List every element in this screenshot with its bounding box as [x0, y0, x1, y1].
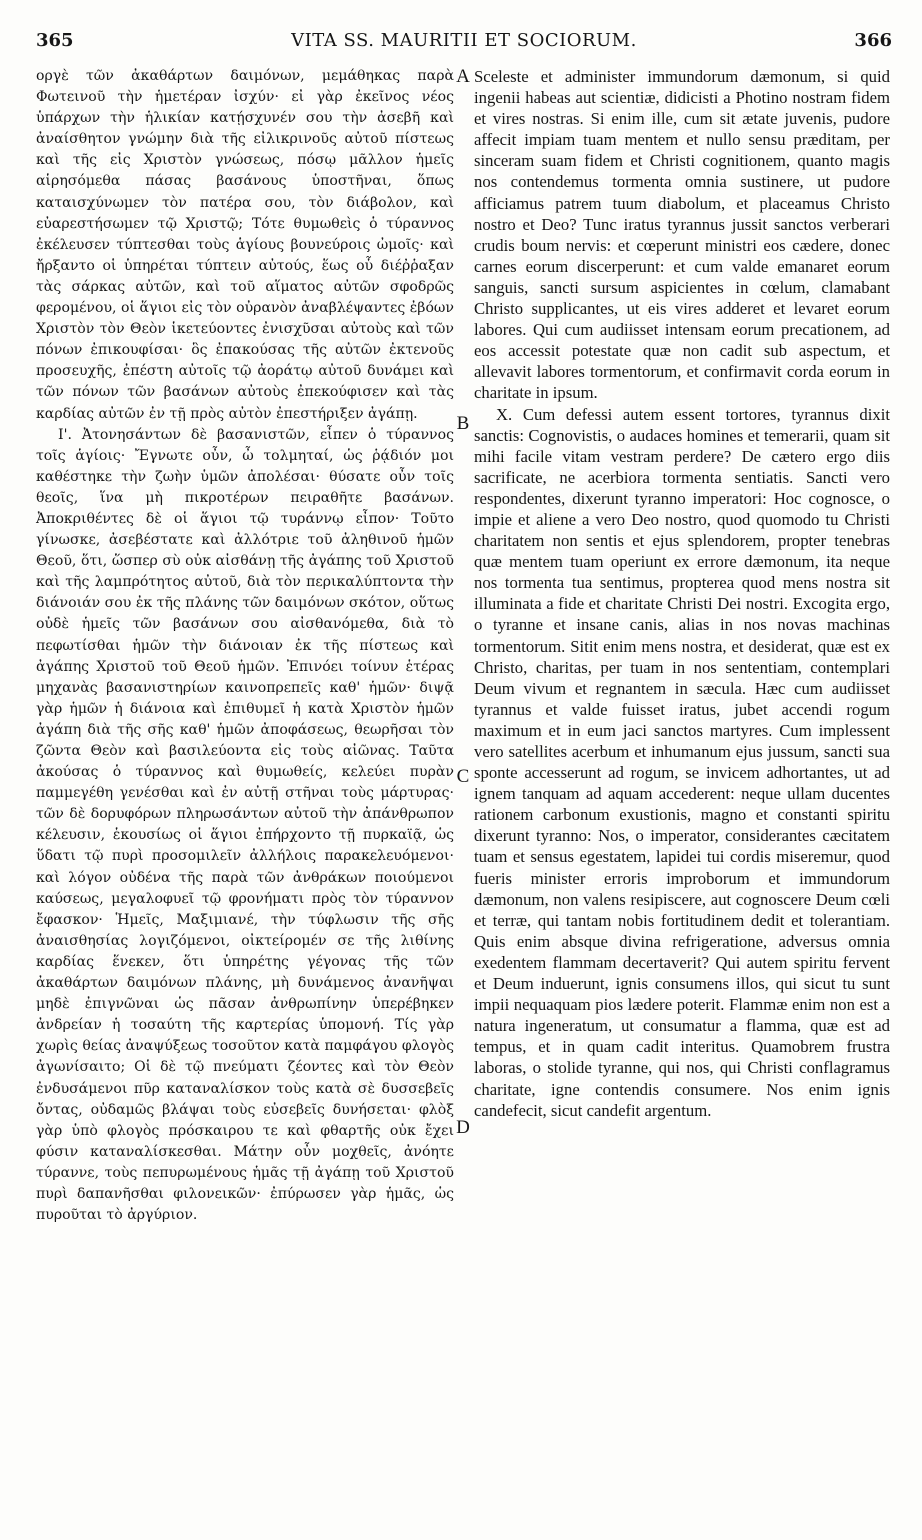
- section-marker-d: D: [456, 1117, 470, 1138]
- latin-paragraph-2: X. Cum defessi autem essent tortores, tyrannus dixit sanctis: Cognovistis, o audaces homines et temerarii, quam sit mihi facile vitam vestram perdere? De cætero ergo diis sacrificate, ne acerbiora tormenta sentiatis. Sancti vero respondentes, dixerunt tyranno imperatori: Hoc cognosce, o impie et aliene a vero Deo nostro, quod quomodo tu Christi charitatem non sentis et ejus splendorem, propter tenebras quæ mentem tuam operiunt ex errore dæmonum, ita neque nos tormenta tua sentimus, propterea quod mens nostra sit illuminata a fide et charitate Christi Dei nostri. Excogita ergo, o tyranne et insane canis, alias in nos novas machinas tormentorum. Sitit enim mens nostra, et desiderat, quæ est ex Christo, charitas, per tuam in nos sententiam, contemplari Deum vivum et regnantem in sæcula. Hæc cum audiisset tyrannus et valde fuisset iratus, jubet accendi rogum maximum et in eum jaci sanctos martyres. Cum implessent vero satellites acerbum et inhumanum ejus jussum, sancti sua sponte accesserunt ad rogum, se invicem adhortantes, ut ad ignem tanquam ad aquam accederent: neque ullam ducentes rationem carbonum exustionis, magno et constanti spiritu dixerunt tyranno: Nos, o imperator, considerantes cæcitatem tuam et sensus egestatem, lapidei tui cordis miseremur, quod fueris minister erroris improborum et immundorum dæmonum, non valens resipiscere, aut cognoscere Deum cœli et terræ, qui tantam nobis fortitudinem dedit et tolerantiam. Quis enim absque divina refrigeratione, adversus omnia exedentem flammam decertaverit? Qui autem spiritu fervent et Deum induerunt, ignis consumens illos, qui sicut tu sunt impii nequaquam pios lædere poterit. Flammæ enim non est a natura ingeneratum, ut consumatur a flamma, quæ est ad tempus, et in quam cadit interitus. Quamobrem frustra laboras, o stolide tyranne, qui nos, qui Christi conflagramus charitate, igne contendis consumere. Nos enim ignis candefecit, sicut candefit argentum.: [474, 404, 890, 1120]
- section-marker-b: B: [456, 413, 470, 434]
- page-number-right: 366: [854, 30, 892, 51]
- greek-paragraph-2: Ι'. Ἀτονησάντων δὲ βασανιστῶν, εἶπεν ὁ τύραννος τοῖς ἁγίοις· Ἔγνωτε οὖν, ὦ τολμηταί, ὡς ῥᾴδιόν μοι καθέστηκε τὴν ζωὴν ὑμῶν ἀπολέσαι· θύσατε οὖν τοῖς θεοῖς, ἵνα μὴ πικροτέρων πειραθῆτε βασάνων. Ἀποκριθέντες δὲ οἱ ἅγιοι τῷ τυράννῳ εἶπον· Τοῦτο γίνωσκε, ἀσεβέστατε καὶ ἀλλότριε τοῦ ἀληθινοῦ ἡμῶν Θεοῦ, ὅτι, ὥσπερ σὺ οὐκ αἰσθάνῃ τῆς ἀγάπης τοῦ Χριστοῦ καὶ τῆς λαμπρότητος αὐτοῦ, διὰ τὸν περικαλύπτοντα τὴν διάνοιάν σου ἐκ τῆς πλάνης τῶν δαιμόνων σκότον, οὕτως οὐδὲ ἡμεῖς τῶν βασάνων σου αἰσθανόμεθα, διὰ τὸ πεφωτίσθαι ἡμῶν τὴν διάνοιαν ἐκ τῆς πίστεως καὶ ἀγάπης Χριστοῦ τοῦ Θεοῦ ἡμῶν. Ἐπινόει τοίνυν ἑτέρας μηχανὰς βασανιστηρίων καινοπρεπεῖς καθ' ἡμῶν· διψᾷ γὰρ ἡμῶν ἡ διάνοια καὶ ἐπιθυμεῖ ἡ κατὰ Χριστὸν ἡμῶν ἀγάπη διὰ τῆς σῆς καθ' ἡμῶν ἀποφάσεως, θεωρῆσαι τὸν ζῶντα Θεὸν καὶ βασιλεύοντα εἰς τοὺς αἰῶνας. Ταῦτα ἀκούσας ὁ τύραννος καὶ θυμωθείς, κελεύει πυρὰν παμμεγέθη γενέσθαι καὶ ἐν αὐτῇ στῆναι τοὺς μάρτυρας· τῶν δὲ δορυφόρων πληρωσάντων αὐτοῦ τὴν ἀπάνθρωπον κέλευσιν, ἑκουσίως οἱ ἅγιοι ἐπήρχοντο τῇ πυρκαϊᾷ, ὡς ὕδατι τῷ πυρὶ προσομιλεῖν ἀλλήλοις παρακελευόμενοι· καὶ λόγον οὐδένα τῆς παρὰ τῶν ἀνθράκων ποιούμενοι καύσεως, μεγαλοφυεῖ τῷ φρονήματι πρὸς τὸν τύραννον ἔφασκον· Ἡμεῖς, Μαξιμιανέ, τὴν τύφλωσιν τῆς σῆς ἀναισθησίας λογιζόμενοι, οἰκτείρομέν σε τῆς λιθίνης καρδίας ἕνεκεν, ὅτι ὑπηρέτης γέγονας τῆς τῶν ἀκαθάρτων δαιμόνων πλάνης, μὴ δυνάμενος ἀνανῆψαι μηδὲ ἐπιγνῶναι ὡς πᾶσαν ἀνθρωπίνην ὑπερέβηκεν ἀνδρείαν ἡ τοσαύτη τῆς καρτερίας ὑπομονή. Τίς γὰρ χωρὶς θείας ἀναψύξεως τοσοῦτον κατὰ παμφάγου φλογὸς ἀγωνίσαιτο; Οἱ δὲ τῷ πνεύματι ζέοντες καὶ τὸν Θεὸν ἐνδυσάμενοι πῦρ καταναλίσκον τοὺς κατὰ σὲ δυσσεβεῖς ὄντας, οὐδαμῶς βλάψαι τοὺς εὐσεβεῖς δυνήσεται· φλὸξ γὰρ ὑπὸ φλογὸς πρόσκαιρου τε καὶ φθαρτῆς οὐκ ἔχει φύσιν καταναλίσκεσθαι. Μάτην οὖν μοχθεῖς, ἀνόητε τύραννε, τοὺς πεπυρωμένους ἡμᾶς τῇ ἀγάπῃ τοῦ Χριστοῦ πυρὶ δαπανῆσθαι φιλονεικῶν· ἐπύρωσεν γὰρ ἡμᾶς, ὡς πυροῦται τὸ ἀργύριον.: [36, 426, 454, 1224]
- running-title: VITA SS. MAURITII ET SOCIORUM.: [291, 30, 637, 51]
- latin-column: [474, 66, 890, 1121]
- latin-paragraph-1: Scelеste et administer immundorum dæmonum, si quid ingenii habeas aut scientiæ, didicisti a Photino nostram fidem et vires nostras. Si enim ille, cum sit ætate juvenis, pudore affecit impiam tuam mentem et nullo sensu præditam, per sinceram suam fidem et Christi cognitionem, quanto magis nos contendemus tormenta omnia sustinere, ut pudore afficiamus patrem tuum diabolum, et placeamus Christo nostro et Deo? Tunc iratus tyrannus jussit sanctos verberari crudis boum nervis: et cœperunt ministri eos cædere, donec carnes eorum discerperunt: et cum valde emanaret eorum sanguis, sancti sursum aspicientes in cœlum, clamabant Christo supplicantes, ut eis vires adderet et levaret eorum labores. Qui cum audiisset intensam eorum precationem, ad eos accessit potestate quæ non cadit sub aspectum, et allevavit labores tormentorum, et confirmavit corda eorum in charitate in ipsum.: [474, 67, 890, 403]
- section-marker-a: A: [456, 66, 470, 87]
- page-header: [36, 30, 892, 58]
- section-marker-c: C: [456, 766, 470, 787]
- greek-paragraph-1: οργὲ τῶν ἀκαθάρτων δαιμόνων, μεμάθηκας παρὰ Φωτεινοῦ τὴν ἡμετέραν ἰσχύν· εἰ γὰρ ἐκεῖνος νέος ὑπάρχων τὴν ἡλικίαν κατῄσχυνέν σου τὴν ἀσεβῆ καὶ ἀναίσθητον γνώμην διὰ τῆς εἰλικρινοῦς αὐτοῦ πίστεως καὶ τῆς εἰς Χριστὸν γνώσεως, πόσῳ μᾶλλον ἡμεῖς αἱρησόμεθα πάσας βασάνους ὑποστῆναι, ὅπως καταισχύνωμεν τὸν πατέρα σου, τὸν διάβολον, καὶ εὐαρεστήσωμεν τῷ Χριστῷ; Τότε θυμωθεὶς ὁ τύραννος ἐκέλευσεν τύπτεσθαι τοὺς ἁγίους βουνεύροις ὠμοῖς· καὶ ἤρξαντο οἱ ὑπηρέται τύπτειν αὐτούς, ἕως οὗ διέῤῥαξαν τὰς σάρκας αὐτῶν, καὶ τοῦ αἵματος αὐτῶν σφοδρῶς φερομένου, οἱ ἅγιοι εἰς τὸν οὐρανὸν ἀναβλέψαντες ἐβόων Χριστὸν τὸν Θεὸν ἱκετεύοντες ἐνισχῦσαι αὐτοὺς καὶ τῶν πόνων ἐπικουφίσαι· ὃς ἐπακούσας τῆς αὐτῶν ἐκτενοῦς προσευχῆς, ἐπέστη αὐτοῖς τῷ ἀοράτῳ αὐτοῦ δυνάμει καὶ τῶν πόνων τῶν βασάνων αὐτοὺς ἐπεκούφισεν καὶ τὰς καρδίας αὐτῶν ἐν τῇ πρὸς αὐτὸν ἐπεστήριξεν ἀγάπῃ.: [36, 68, 454, 422]
- page-number-left: 365: [36, 30, 74, 51]
- greek-column: [36, 66, 454, 1226]
